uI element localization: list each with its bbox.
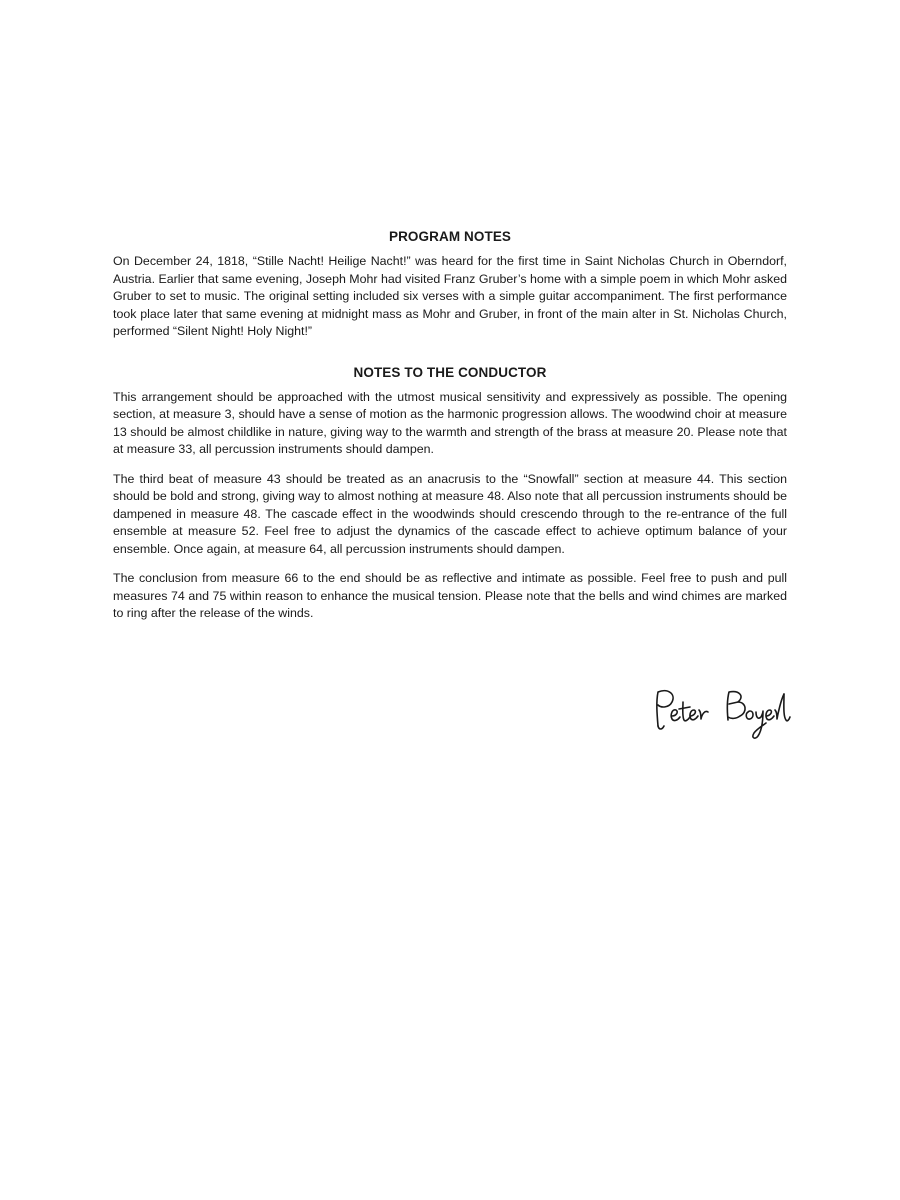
program-notes-heading: PROGRAM NOTES	[388, 229, 512, 244]
conductor-notes-paragraph-2: The third beat of measure 43 should be treated as an anacrusis to the “Snowfall” section at measure 44. This section should be bold and strong, giving way to almost nothing at measure 48. Also note that all percussion instruments should be dampened in measure 48. The cascade effect in the woodwinds should crescendo through to the re-entrance of the full ensemble at measure 52. Feel free to adjust the dynamics of the cascade effect to achieve optimum balance of your ensemble. Once again, at measure 64, all percussion instruments should dampen.	[113, 471, 787, 556]
conductor-notes-paragraph-1: This arrangement should be approached with the utmost musical sensitivity and expressively as possible. The opening section, at measure 3, should have a sense of motion as the harmonic progression allows. The woodwind choir at measure 13 should be almost childlike in nature, giving way to the warmth and strength of the brass at measure 20. Please note that at measure 33, all percussion instruments should dampen.	[113, 389, 787, 456]
notes-content	[113, 229, 787, 623]
conductor-notes-section	[113, 365, 787, 623]
signature-image	[650, 686, 792, 744]
conductor-notes-paragraph-3: The conclusion from measure 66 to the end should be as reflective and intimate as possible. Feel free to push and pull measures 74 and 75 within reason to enhance the musical tension. Please note that the bells and wind chimes are marked to ring after the release of the winds.	[113, 571, 787, 620]
conductor-notes-heading: NOTES TO THE CONDUCTOR	[353, 364, 547, 380]
program-notes-section	[113, 229, 787, 341]
program-notes-paragraph: On December 24, 1818, “Stille Nacht! Heilige Nacht!” was heard for the first time in Saint Nicholas Church in Oberndorf, Austria. Earlier that same evening, Joseph Mohr had visited Franz Gruber’s home with a simple poem in which Mohr asked Gruber to set to music. The original setting included six verses with a simple guitar accompaniment. The first performance took place later that same evening at midnight mass as Mohr and Gruber, in front of the main alter in St. Nicholas Church, performed “Silent Night! Holy Night!”	[113, 254, 787, 338]
